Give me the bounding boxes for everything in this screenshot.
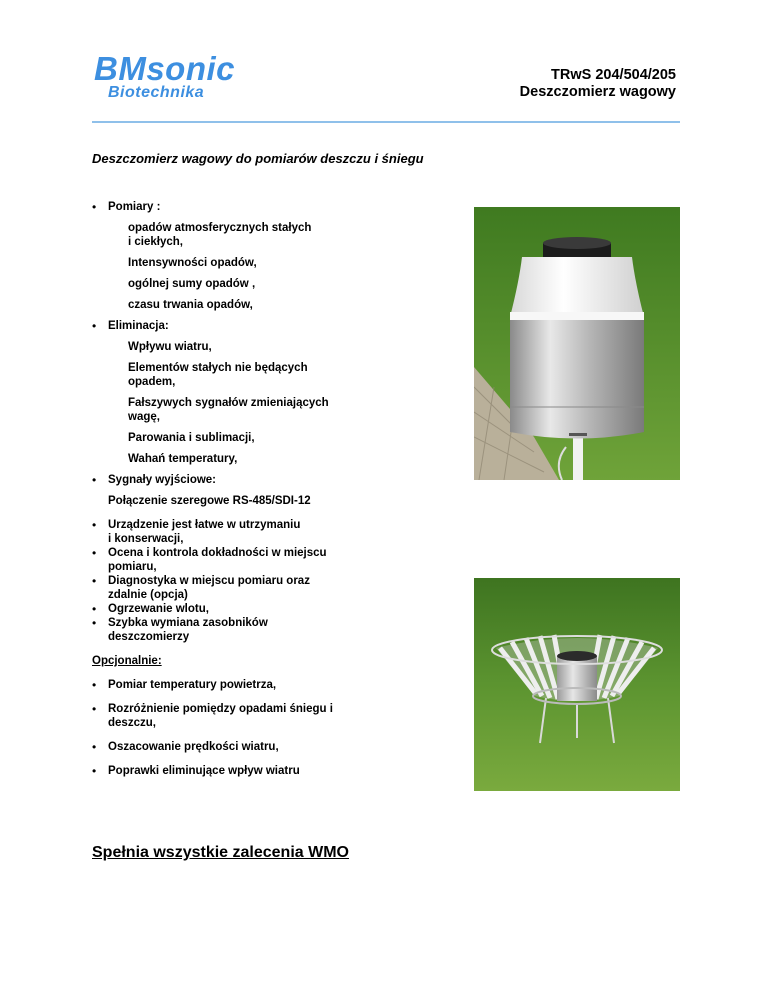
- measurement-line: i ciekłych,: [128, 236, 183, 248]
- elimination-item: [92, 396, 472, 424]
- feature-line: • Ocena i kontrola dokładności w miejscu: [108, 547, 327, 559]
- page-subtitle: Deszczomierz wagowy do pomiarów deszczu i śniegu: [92, 151, 424, 166]
- optional-item: [92, 740, 472, 754]
- measurement-item: czasu trwania opadów,: [128, 299, 253, 311]
- wmo-compliance-note: Spełnia wszystkie zalecenia WMO: [92, 844, 349, 861]
- document-header: [520, 67, 676, 101]
- elimination-line: Fałszywych sygnałów zmieniających: [128, 397, 329, 409]
- feature-line: • Diagnostyka w miejscu pomiaru oraz: [108, 575, 310, 587]
- measurement-item: ogólnej sumy opadów ,: [128, 278, 256, 290]
- feature-line: deszczomierzy: [108, 631, 190, 643]
- optional-item: [92, 702, 472, 730]
- spec-list: [92, 200, 472, 778]
- optional-heading: Opcjonalnie:: [92, 655, 162, 667]
- output-value: Połączenie szeregowe RS-485/SDI-12: [108, 495, 311, 507]
- feature-line: • Szybka wymiana zasobników: [108, 617, 268, 629]
- bullet-outputs: • Sygnały wyjściowe:: [92, 473, 472, 487]
- feature-line: • Ogrzewanie wlotu,: [108, 603, 209, 615]
- feature-item: [92, 602, 472, 616]
- logo-sub-text: Biotechnika: [108, 84, 205, 101]
- measurement-line: opadów atmosferycznych stałych: [128, 222, 312, 234]
- feature-line: pomiaru,: [108, 561, 157, 573]
- optional-line: deszczu,: [108, 717, 156, 729]
- feature-item: [92, 546, 472, 574]
- logo-main-text: BMsonic: [94, 50, 236, 87]
- elimination-item: Parowania i sublimacji,: [128, 432, 255, 444]
- optional-line: • Rozróżnienie pomiędzy opadami śniegu i: [108, 703, 333, 715]
- feature-line: zdalnie (opcja): [108, 589, 188, 601]
- rain-gauge-photo: [474, 207, 680, 480]
- elimination-line: wagę,: [128, 411, 160, 423]
- elimination-item: [92, 361, 472, 389]
- elimination-item: Wahań temperatury,: [128, 453, 238, 465]
- feature-item: [92, 616, 472, 644]
- brand-logo: [94, 52, 264, 101]
- bullet-elimination: • Eliminacja:: [92, 319, 472, 333]
- elimination-line: opadem,: [128, 376, 176, 388]
- feature-line: • Urządzenie jest łatwe w utrzymaniu: [108, 519, 301, 531]
- measurement-item: [92, 221, 472, 249]
- bullet-measurements: • Pomiary :: [92, 200, 472, 214]
- optional-line: • Poprawki eliminujące wpływ wiatru: [108, 765, 300, 777]
- feature-item: [92, 574, 472, 602]
- optional-line: • Oszacowanie prędkości wiatru,: [108, 741, 279, 753]
- header-divider: [92, 121, 680, 123]
- elimination-item: Wpływu wiatru,: [128, 341, 212, 353]
- feature-item: [92, 518, 472, 546]
- optional-item: [92, 678, 472, 692]
- measurement-item: Intensywności opadów,: [128, 257, 257, 269]
- elimination-line: Elementów stałych nie będących: [128, 362, 308, 374]
- optional-line: • Pomiar temperatury powietrza,: [108, 679, 277, 691]
- product-name: Deszczomierz wagowy: [519, 84, 676, 100]
- feature-line: i konserwacji,: [108, 533, 184, 545]
- wind-shield-photo: [474, 578, 680, 791]
- optional-item: [92, 764, 472, 778]
- model-number: TRwS 204/504/205: [551, 67, 676, 83]
- mounting-pole: [573, 432, 583, 480]
